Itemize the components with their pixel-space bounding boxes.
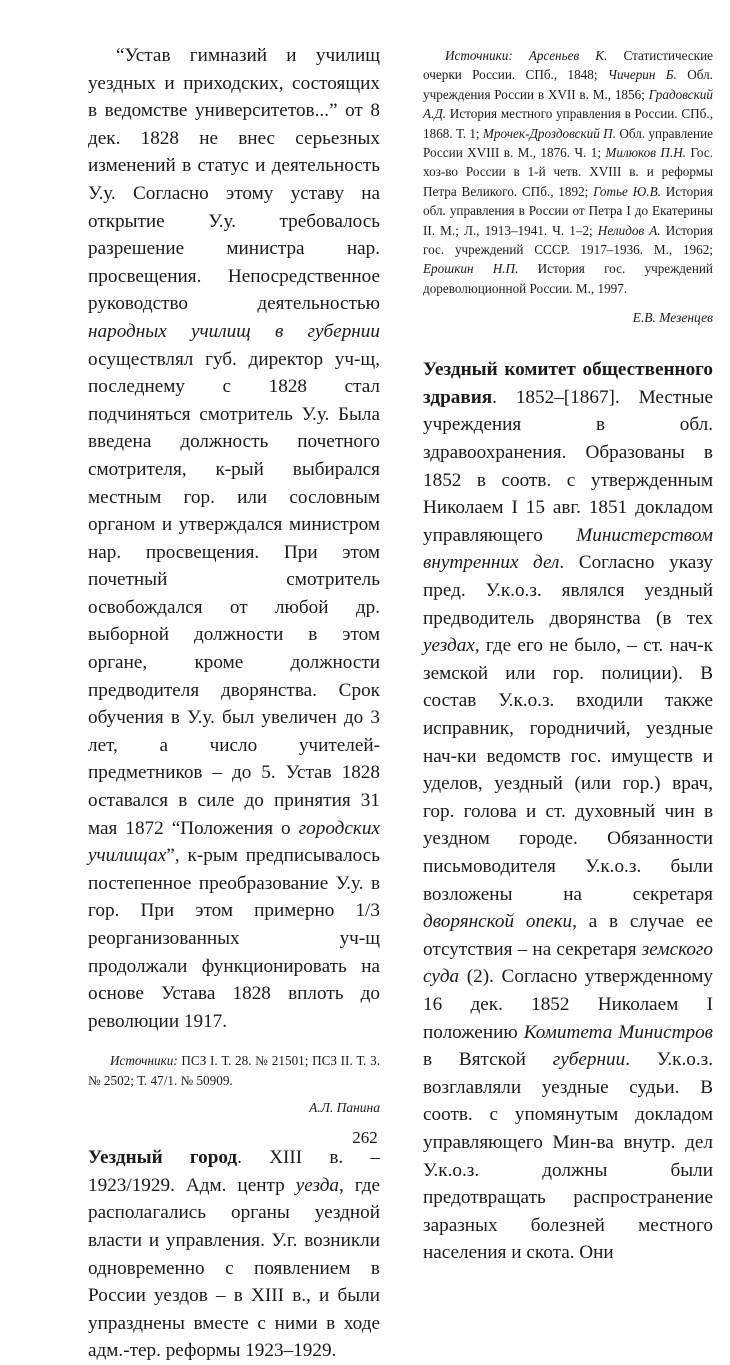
text-run-italic: Мрочек-Дроздовский П. xyxy=(482,125,616,141)
entry-headword: Уездный город xyxy=(88,1147,238,1169)
author-signature-left: А.Л. Панина xyxy=(309,1100,380,1116)
text-run-italic: городских училищах xyxy=(88,817,380,867)
left-column xyxy=(88,42,380,1365)
sources-left xyxy=(88,1051,380,1090)
page-number: 262 xyxy=(352,1128,378,1147)
text-run-italic: уездах xyxy=(423,635,475,657)
entry-headword: Уездный комитет общественного здравия xyxy=(423,359,713,408)
text-run: Гос. хоз-во России в 1-й четв. XVIII в. и реформы Петра Великого. СПб., 1892; xyxy=(423,145,713,199)
text-run: ”, к-рым предписывалось постепенное преобразование У.у. в гор. При этом примерно 1/3 реорганизованных уч-щ продолжали функционировать на основе Устава 1828 вплоть до революции 1917. xyxy=(88,845,380,1032)
text-run: осуществлял губ. директор уч-щ, последнему с 1828 стал подчиняться смотритель У.у. Была введена должность почетного смотрителя, к-рый выбирался местным гор. или сословным органом и утверждался министром нар. просвещения. При этом почетный смотритель освобождался от любой др. выборной должности в этом органе, кроме должности предводителя дворянства. Срок обучения в У.у. был увеличен до 3 лет, а число учителей-предметников – до 5. Устав 1828 оставался в силе до принятия 31 мая 1872 “Положения о xyxy=(88,348,380,839)
text-run-italic: уезда xyxy=(295,1174,340,1196)
text-run: . Согласно указу пред. У.к.о.з. являлся уездный предводитель дворянства (в тех xyxy=(423,552,714,629)
text-run: в Вятской xyxy=(423,1049,553,1071)
text-run-italic: земского суда xyxy=(423,938,713,988)
text-run: Обл. учреждения России в XVII в. М., 1856; xyxy=(423,67,713,102)
text-run-italic: Чичерин Б. xyxy=(607,67,677,83)
text-run: . У.к.о.з. возглавляли уездные судьи. В соотв. с упомянутым докладом управляющего Мин-ва внутр. дел У.к.о.з. должны были предотвращать распространение заразных болезней местного населения и скота. Они xyxy=(423,1049,714,1264)
text-run-italic: Нелидов А. xyxy=(597,222,661,238)
text-run-italic: Готье Ю.В. xyxy=(593,183,661,199)
text-run: . 1852–[1867]. Местные учреждения в обл. здравоохранения. Образованы в 1852 в соотв. с утвержденным Николаем I 15 авг. 1851 докладом управляющего xyxy=(423,386,713,546)
text-run: Статистические очерки России. СПб., 1848; xyxy=(423,48,714,83)
text-run: , где его не было, – ст. нач-к земской или гор. полиции). В состав У.к.о.з. входили также исправник, городничий, уездные нач-ки ведомств гос. имуществ и уделов, уездный (или гор.) врач, гор. голова и ст. духовный чин в уездном городе. Обязанности письмоводителя У.к.о.з. были возложены на секретаря xyxy=(423,635,713,905)
text-run-italic: Министерством внутренних дел xyxy=(423,524,713,574)
text-run: . XIII в. – 1923/1929. Адм. центр xyxy=(88,1147,380,1196)
text-run-italic: Арсеньев К. xyxy=(528,48,608,63)
text-run: (2). Согласно утвержденному 16 дек. 1852 Николаем I положению xyxy=(423,966,713,1043)
text-run: “Устав гимназий и училищ уездных и приходских, состоящих в ведомстве университетов...” от 8 дек. 1828 не внес серьезных изменений в статус и деятельность У.у. Согласно этому уставу на открытие У.у. требовалось разрешение министра нар. просвещения. Непосредственное руководство деятельностью xyxy=(88,45,380,315)
entry-uezdny-gorod xyxy=(88,1144,380,1365)
text-run: , где располагались органы уездной власти и управления. У.г. возникли одновременно с появлением в России уездов – в XIII в., и были упразднены вместе с ними в ходе адм.-тер. реформы 1923–1929. xyxy=(88,1174,381,1362)
sources-label: Источники: xyxy=(110,1053,178,1069)
text-run-italic: Источники: xyxy=(445,48,513,63)
text-run: История местного управления в России. СПб., 1868. Т. 1; xyxy=(423,106,713,141)
text-run: , а в случае ее отсутствия – на секретаря xyxy=(423,911,713,960)
text-run xyxy=(513,48,529,63)
gymnasium-charter-paragraph xyxy=(88,42,380,1035)
author-signature-right: Е.В. Мезенцев xyxy=(632,310,713,326)
text-run-italic: Милюков П.Н. xyxy=(605,145,687,161)
right-column xyxy=(423,46,713,1267)
text-run: История гос. учреждений дореволюционной России. М., 1997. xyxy=(423,261,713,296)
text-run-italic: губернии xyxy=(552,1049,626,1071)
text-run: История гос. учреждений СССР. 1917–1936. М., 1962; xyxy=(423,222,713,258)
text-run-italic: Ерошкин Н.П. xyxy=(423,261,519,277)
text-run: История обл. управления в России от Петра I до Екатерины II. М.; Л., 1913–1941. Ч. 1–2; xyxy=(423,183,713,238)
text-run-italic: дворянской опеки xyxy=(423,911,573,933)
sources-text: ПСЗ I. Т. 28. № 21501; ПСЗ II. Т. 3. № 2502; Т. 47/1. № 50909. xyxy=(88,1053,380,1088)
sources-right xyxy=(423,46,713,298)
text-run-italic: народных училищ в губернии xyxy=(88,320,380,342)
text-run-italic: Градовский А.Д. xyxy=(423,86,713,122)
text-run-italic: Комитета Министров xyxy=(523,1021,713,1043)
text-run: Обл. управление России XVIII в. М., 1876. Ч. 1; xyxy=(423,125,713,161)
